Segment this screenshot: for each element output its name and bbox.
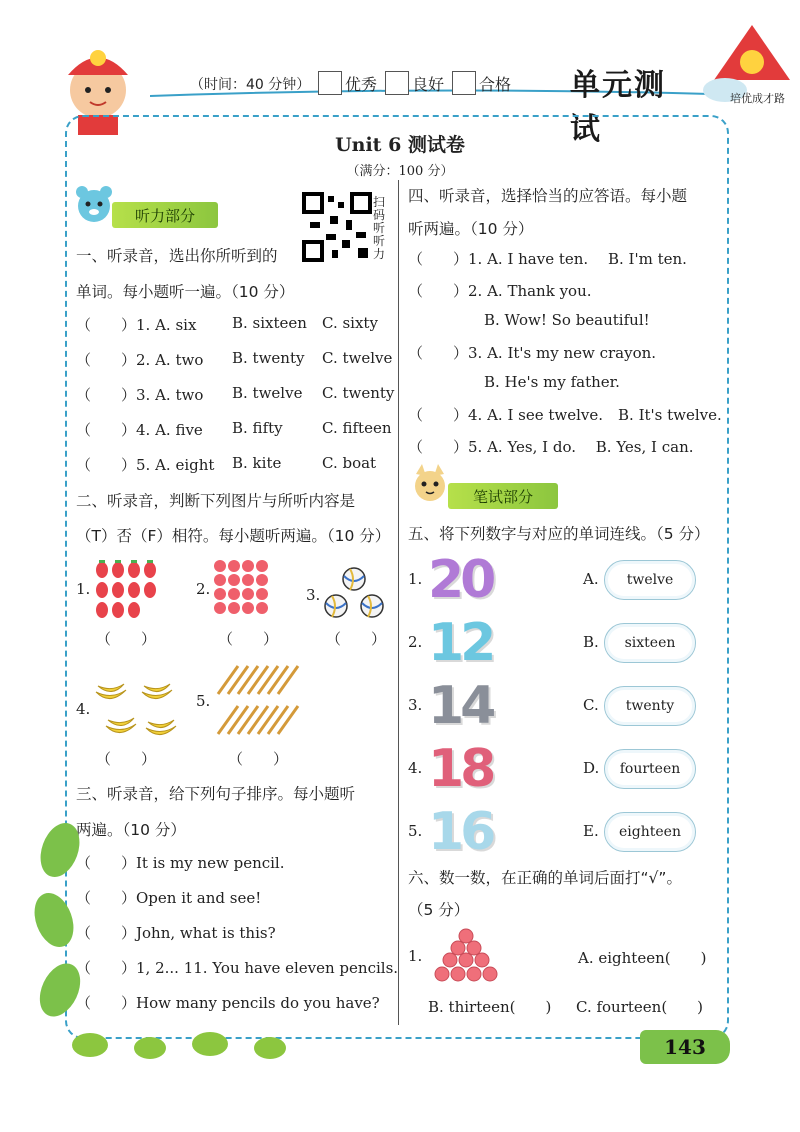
page-number: 143 bbox=[640, 1030, 730, 1064]
checkbox[interactable] bbox=[385, 71, 409, 95]
section2-heading: 二、听录音，判断下列图片与所听内容是 bbox=[76, 492, 356, 510]
volleyballs-image bbox=[322, 566, 386, 622]
word-label: E. bbox=[583, 822, 599, 840]
list-item: （ ）1, 2... 11. You have eleven pencils. bbox=[76, 959, 399, 977]
list-item: （ ）3. A. two bbox=[76, 386, 204, 404]
time-label: （时间：40 分钟） bbox=[190, 77, 311, 93]
grade-pass[interactable]: 合格 bbox=[452, 70, 511, 96]
section6-heading: 六、数一数，在正确的单词后面打“√”。 bbox=[408, 869, 682, 887]
option-b[interactable]: B. thirteen( ) bbox=[428, 998, 552, 1016]
checkbox[interactable] bbox=[318, 71, 342, 95]
word-label: A. bbox=[583, 570, 599, 588]
word-cloud-sixteen[interactable]: sixteen bbox=[604, 623, 696, 663]
word-label: C. bbox=[583, 696, 599, 714]
section3-heading-cont: 两遍。（10 分） bbox=[76, 821, 186, 839]
number-12: 12 bbox=[428, 613, 493, 673]
list-item: （ ）Open it and see! bbox=[76, 889, 262, 907]
apples-pile-image bbox=[428, 928, 504, 984]
section5-heading: 五、将下列数字与对应的单词连线。（5 分） bbox=[408, 525, 710, 543]
option-c: C. fifteen bbox=[322, 419, 392, 437]
list-item: （ ）4. A. I see twelve. B. It's twelve. bbox=[408, 406, 722, 424]
option-b: B. fifty bbox=[232, 419, 283, 437]
checkbox[interactable] bbox=[452, 71, 476, 95]
logo-icon bbox=[690, 20, 800, 110]
answer-paren[interactable]: （ ） bbox=[326, 630, 387, 648]
list-item: （ ）1. A. I have ten. B. I'm ten. bbox=[408, 250, 687, 268]
number-label: 2. bbox=[408, 633, 423, 651]
number-label: 4. bbox=[408, 759, 423, 777]
leaves-icon bbox=[30, 820, 90, 1050]
qr-label: 扫码听听力 bbox=[373, 195, 386, 261]
section3-heading: 三、听录音，给下列句子排序。每小题听 bbox=[76, 785, 356, 803]
answer-paren[interactable]: （ ） bbox=[228, 750, 289, 768]
unit-test-badge: 单元测试 bbox=[570, 68, 666, 147]
list-item: （ ）3. A. It's my new crayon. bbox=[408, 344, 657, 362]
picture-label: 3. bbox=[306, 586, 321, 604]
word-label: D. bbox=[583, 759, 600, 777]
bear-icon bbox=[72, 182, 116, 226]
section4-heading-cont: 听两遍。（10 分） bbox=[408, 220, 534, 238]
strawberries-image bbox=[92, 558, 162, 620]
picture-label: 5. bbox=[196, 692, 211, 710]
grade-excellent[interactable]: 优秀 bbox=[318, 70, 377, 96]
number-16: 16 bbox=[428, 802, 493, 862]
number-label: 3. bbox=[408, 696, 423, 714]
option-c: C. twelve bbox=[322, 349, 393, 367]
option-c[interactable]: C. fourteen( ) bbox=[576, 998, 704, 1016]
answer-paren[interactable]: （ ） bbox=[218, 630, 279, 648]
list-item: （ ）It is my new pencil. bbox=[76, 854, 285, 872]
section6-heading-cont: （5 分） bbox=[408, 901, 470, 919]
list-item: （ ）John, what is this? bbox=[76, 924, 276, 942]
option-c: C. sixty bbox=[322, 314, 378, 332]
number-14: 14 bbox=[428, 676, 493, 736]
option-b: B. sixteen bbox=[232, 314, 307, 332]
word-cloud-eighteen[interactable]: eighteen bbox=[604, 812, 696, 852]
word-cloud-fourteen[interactable]: fourteen bbox=[604, 749, 696, 789]
option-c: C. twenty bbox=[322, 384, 395, 402]
word-cloud-twelve[interactable]: twelve bbox=[604, 560, 696, 600]
section1-heading-cont: 单词。每小题听一遍。（10 分） bbox=[76, 283, 295, 301]
writing-banner: 笔试部分 bbox=[448, 483, 558, 509]
list-item: （ ）5. A. eight bbox=[76, 456, 215, 474]
tomatoes-image bbox=[212, 558, 276, 620]
number-20: 20 bbox=[428, 550, 493, 610]
option-b: B. twelve bbox=[232, 384, 303, 402]
list-item: B. Wow! So beautiful! bbox=[484, 311, 650, 329]
cat-icon bbox=[408, 462, 452, 506]
section4-heading: 四、听录音，选择恰当的应答语。每小题 bbox=[408, 187, 688, 205]
list-item: （ ）1. A. six bbox=[76, 316, 197, 334]
word-label: B. bbox=[583, 633, 599, 651]
option-b: B. twenty bbox=[232, 349, 305, 367]
list-item: （ ）2. A. Thank you. bbox=[408, 282, 592, 300]
pencils-image bbox=[212, 662, 308, 740]
option-b: B. kite bbox=[232, 454, 282, 472]
leaves-icon bbox=[70, 1020, 290, 1070]
section2-heading-cont: （T）否（F）相符。每小题听两遍。（10 分） bbox=[76, 527, 391, 545]
listening-banner: 听力部分 bbox=[112, 202, 218, 228]
column-divider bbox=[398, 180, 399, 1025]
list-item: （ ）5. A. Yes, I do. B. Yes, I can. bbox=[408, 438, 694, 456]
answer-paren[interactable]: （ ） bbox=[96, 750, 157, 768]
grade-good[interactable]: 良好 bbox=[385, 70, 444, 96]
qr-code-icon[interactable] bbox=[302, 192, 372, 262]
option-c: C. boat bbox=[322, 454, 377, 472]
page-subtitle: （满分：100 分） bbox=[346, 164, 454, 179]
option-a[interactable]: A. eighteen( ) bbox=[578, 949, 707, 967]
number-label: 1. bbox=[408, 570, 423, 588]
page-title: Unit 6 测试卷 bbox=[335, 134, 465, 156]
word-cloud-twenty[interactable]: twenty bbox=[604, 686, 696, 726]
picture-label: 2. bbox=[196, 580, 211, 598]
bananas-image bbox=[92, 672, 184, 742]
question-label: 1. bbox=[408, 947, 423, 965]
section1-heading: 一、听录音，选出你所听到的 bbox=[76, 247, 278, 265]
number-label: 5. bbox=[408, 822, 423, 840]
answer-paren[interactable]: （ ） bbox=[96, 630, 157, 648]
number-18: 18 bbox=[428, 739, 493, 799]
picture-label: 1. bbox=[76, 580, 91, 598]
list-item: （ ）4. A. five bbox=[76, 421, 203, 439]
list-item: （ ）How many pencils do you have? bbox=[76, 994, 380, 1012]
list-item: B. He's my father. bbox=[484, 373, 620, 391]
list-item: （ ）2. A. two bbox=[76, 351, 204, 369]
logo-text: 培优成才路 bbox=[730, 92, 785, 105]
picture-label: 4. bbox=[76, 700, 91, 718]
